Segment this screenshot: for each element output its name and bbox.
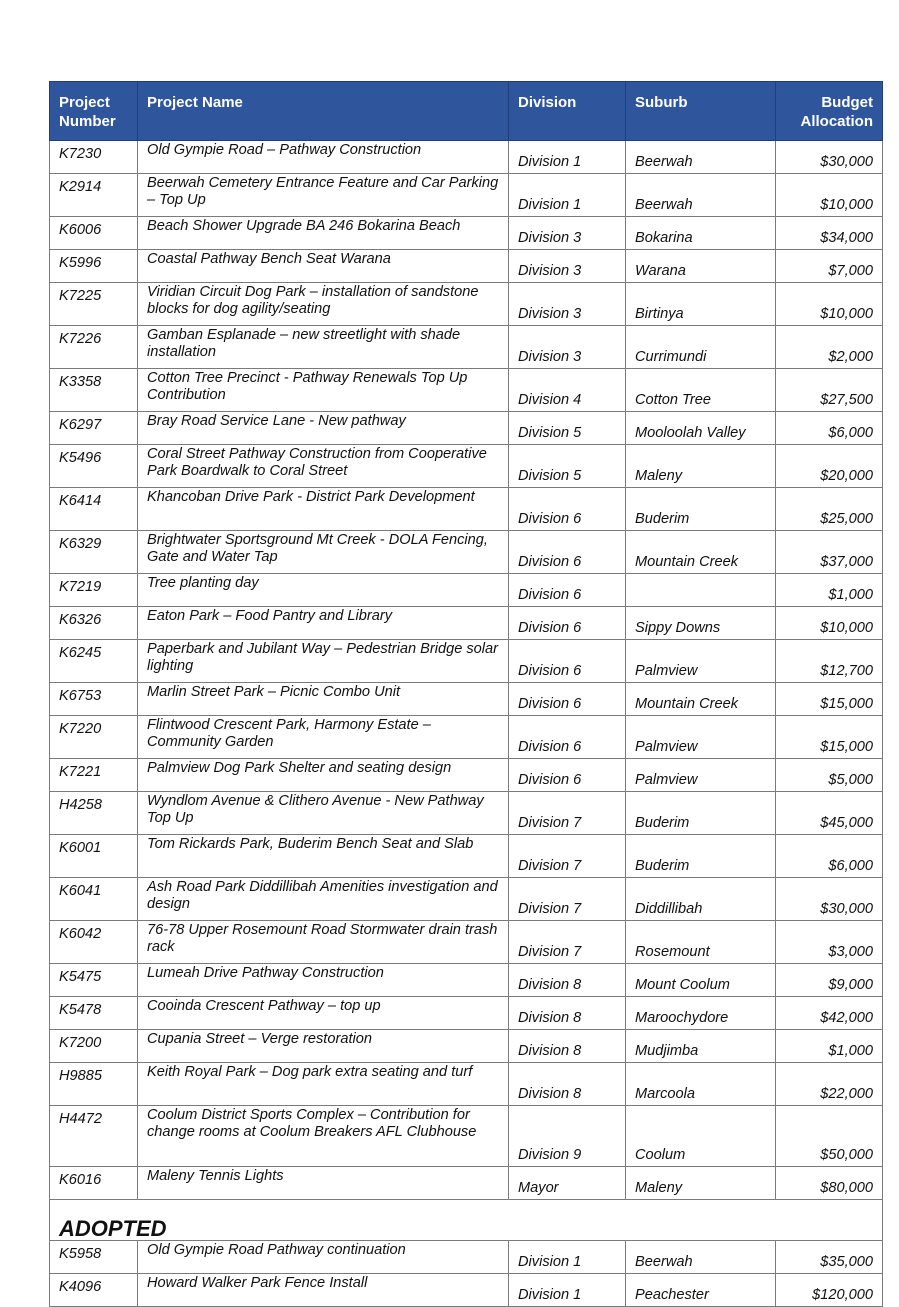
budget-cell: $30,000 xyxy=(776,878,883,921)
suburb-cell: Sippy Downs xyxy=(626,607,776,640)
table-row xyxy=(50,1274,883,1307)
budget-cell: $120,000 xyxy=(776,1274,883,1307)
budget-cell: $3,000 xyxy=(776,921,883,964)
division-cell: Division 4 xyxy=(509,369,626,412)
budget-cell: $30,000 xyxy=(776,141,883,174)
table-row xyxy=(50,531,883,574)
header-budget-allocation xyxy=(776,82,883,141)
table-row xyxy=(50,250,883,283)
budget-cell: $25,000 xyxy=(776,488,883,531)
project-name-cell: Beerwah Cemetery Entrance Feature and Car Parking – Top Up xyxy=(138,174,509,217)
budget-cell: $20,000 xyxy=(776,445,883,488)
budget-cell: $35,000 xyxy=(776,1241,883,1274)
table-row xyxy=(50,997,883,1030)
project-number-cell: H4258 xyxy=(50,792,138,835)
project-name-cell: Palmview Dog Park Shelter and seating design xyxy=(138,759,509,792)
table-row xyxy=(50,174,883,217)
table-row xyxy=(50,369,883,412)
division-cell: Division 6 xyxy=(509,716,626,759)
project-number-cell: K7200 xyxy=(50,1030,138,1063)
project-name-cell: Cotton Tree Precinct - Pathway Renewals Top Up Contribution xyxy=(138,369,509,412)
table-row xyxy=(50,716,883,759)
project-name-cell: Wyndlom Avenue & Clithero Avenue - New Pathway Top Up xyxy=(138,792,509,835)
project-name-cell: Tree planting day xyxy=(138,574,509,607)
table-row xyxy=(50,835,883,878)
suburb-cell: Palmview xyxy=(626,640,776,683)
suburb-cell: Buderim xyxy=(626,835,776,878)
project-name-cell: Tom Rickards Park, Buderim Bench Seat and Slab xyxy=(138,835,509,878)
table-row xyxy=(50,217,883,250)
division-cell: Division 3 xyxy=(509,217,626,250)
suburb-cell: Currimundi xyxy=(626,326,776,369)
division-cell: Division 1 xyxy=(509,174,626,217)
budget-cell: $5,000 xyxy=(776,759,883,792)
table-row xyxy=(50,759,883,792)
project-name-cell: Bray Road Service Lane - New pathway xyxy=(138,412,509,445)
table-row xyxy=(50,964,883,997)
budget-cell: $50,000 xyxy=(776,1106,883,1167)
budget-cell: $15,000 xyxy=(776,683,883,716)
table-row xyxy=(50,1063,883,1106)
header-project-number-line2: Number xyxy=(59,113,116,130)
header-row xyxy=(50,82,883,141)
header-division: Division xyxy=(509,82,626,141)
budget-cell: $1,000 xyxy=(776,574,883,607)
suburb-cell: Mountain Creek xyxy=(626,531,776,574)
table-row xyxy=(50,283,883,326)
table-row xyxy=(50,683,883,716)
header-budget-line2: Allocation xyxy=(800,113,873,130)
budget-cell: $12,700 xyxy=(776,640,883,683)
division-cell: Division 7 xyxy=(509,921,626,964)
project-number-cell: K7219 xyxy=(50,574,138,607)
project-name-cell: Maleny Tennis Lights xyxy=(138,1167,509,1200)
table-row xyxy=(50,921,883,964)
suburb-cell xyxy=(626,574,776,607)
project-name-cell: Ash Road Park Diddillibah Amenities investigation and design xyxy=(138,878,509,921)
table-row xyxy=(50,445,883,488)
project-name-cell: Lumeah Drive Pathway Construction xyxy=(138,964,509,997)
table-row xyxy=(50,1030,883,1063)
table-row xyxy=(50,574,883,607)
project-name-cell: Brightwater Sportsground Mt Creek - DOLA Fencing, Gate and Water Tap xyxy=(138,531,509,574)
budget-cell: $34,000 xyxy=(776,217,883,250)
table-row xyxy=(50,1241,883,1274)
suburb-cell: Palmview xyxy=(626,759,776,792)
suburb-cell: Mount Coolum xyxy=(626,964,776,997)
suburb-cell: Birtinya xyxy=(626,283,776,326)
table-row xyxy=(50,640,883,683)
division-cell: Division 7 xyxy=(509,878,626,921)
division-cell: Division 8 xyxy=(509,964,626,997)
suburb-cell: Rosemount xyxy=(626,921,776,964)
budget-cell: $27,500 xyxy=(776,369,883,412)
budget-cell: $37,000 xyxy=(776,531,883,574)
suburb-cell: Beerwah xyxy=(626,174,776,217)
division-cell: Division 3 xyxy=(509,250,626,283)
table-row xyxy=(50,1106,883,1167)
table-row xyxy=(50,412,883,445)
budget-cell: $42,000 xyxy=(776,997,883,1030)
division-cell: Division 6 xyxy=(509,640,626,683)
suburb-cell: Buderim xyxy=(626,792,776,835)
project-name-cell: Old Gympie Road Pathway continuation xyxy=(138,1241,509,1274)
budget-cell: $15,000 xyxy=(776,716,883,759)
suburb-cell: Maroochydore xyxy=(626,997,776,1030)
budget-cell: $1,000 xyxy=(776,1030,883,1063)
table-row xyxy=(50,878,883,921)
table-row xyxy=(50,607,883,640)
project-name-cell: Cooinda Crescent Pathway – top up xyxy=(138,997,509,1030)
project-number-cell: H4472 xyxy=(50,1106,138,1167)
budget-cell: $10,000 xyxy=(776,174,883,217)
project-number-cell: K5496 xyxy=(50,445,138,488)
project-name-cell: Cupania Street – Verge restoration xyxy=(138,1030,509,1063)
suburb-cell: Mudjimba xyxy=(626,1030,776,1063)
suburb-cell: Cotton Tree xyxy=(626,369,776,412)
division-cell: Division 3 xyxy=(509,283,626,326)
project-number-cell: K3358 xyxy=(50,369,138,412)
budget-cell: $7,000 xyxy=(776,250,883,283)
header-budget-line1: Budget xyxy=(821,94,873,111)
division-cell: Division 8 xyxy=(509,997,626,1030)
suburb-cell: Warana xyxy=(626,250,776,283)
division-cell: Division 6 xyxy=(509,683,626,716)
project-number-cell: K6006 xyxy=(50,217,138,250)
project-number-cell: K5478 xyxy=(50,997,138,1030)
project-number-cell: K5996 xyxy=(50,250,138,283)
suburb-cell: Maleny xyxy=(626,1167,776,1200)
project-name-cell: 76-78 Upper Rosemount Road Stormwater drain trash rack xyxy=(138,921,509,964)
budget-cell: $22,000 xyxy=(776,1063,883,1106)
project-number-cell: K5475 xyxy=(50,964,138,997)
header-project-name: Project Name xyxy=(138,82,509,141)
division-cell: Division 6 xyxy=(509,531,626,574)
header-project-number xyxy=(50,82,138,141)
project-name-cell: Keith Royal Park – Dog park extra seating and turf xyxy=(138,1063,509,1106)
project-name-cell: Beach Shower Upgrade BA 246 Bokarina Beach xyxy=(138,217,509,250)
project-number-cell: K6753 xyxy=(50,683,138,716)
table-row xyxy=(50,326,883,369)
project-number-cell: K6245 xyxy=(50,640,138,683)
project-number-cell: K6042 xyxy=(50,921,138,964)
project-number-cell: K4096 xyxy=(50,1274,138,1307)
budget-cell: $6,000 xyxy=(776,412,883,445)
suburb-cell: Mountain Creek xyxy=(626,683,776,716)
project-name-cell: Eaton Park – Food Pantry and Library xyxy=(138,607,509,640)
project-name-cell: Marlin Street Park – Picnic Combo Unit xyxy=(138,683,509,716)
budget-cell: $10,000 xyxy=(776,607,883,640)
division-cell: Division 1 xyxy=(509,1241,626,1274)
project-name-cell: Khancoban Drive Park - District Park Development xyxy=(138,488,509,531)
project-name-cell: Paperbark and Jubilant Way – Pedestrian Bridge solar lighting xyxy=(138,640,509,683)
table-row xyxy=(50,792,883,835)
table-row xyxy=(50,141,883,174)
table-header xyxy=(50,82,883,141)
project-name-cell: Gamban Esplanade – new streetlight with shade installation xyxy=(138,326,509,369)
header-suburb: Suburb xyxy=(626,82,776,141)
table-row xyxy=(50,488,883,531)
budget-cell: $9,000 xyxy=(776,964,883,997)
table-body xyxy=(50,141,883,1307)
division-cell: Division 7 xyxy=(509,835,626,878)
budget-cell: $6,000 xyxy=(776,835,883,878)
division-cell: Division 6 xyxy=(509,759,626,792)
division-cell: Division 6 xyxy=(509,488,626,531)
division-cell: Division 5 xyxy=(509,445,626,488)
project-name-cell: Coastal Pathway Bench Seat Warana xyxy=(138,250,509,283)
suburb-cell: Maleny xyxy=(626,445,776,488)
division-cell: Division 9 xyxy=(509,1106,626,1167)
project-number-cell: H9885 xyxy=(50,1063,138,1106)
suburb-cell: Marcoola xyxy=(626,1063,776,1106)
adopted-heading: ADOPTED xyxy=(50,1200,883,1241)
project-number-cell: K7221 xyxy=(50,759,138,792)
project-name-cell: Flintwood Crescent Park, Harmony Estate – Community Garden xyxy=(138,716,509,759)
project-number-cell: K5958 xyxy=(50,1241,138,1274)
project-number-cell: K7226 xyxy=(50,326,138,369)
project-number-cell: K2914 xyxy=(50,174,138,217)
division-cell: Division 5 xyxy=(509,412,626,445)
project-name-cell: Coral Street Pathway Construction from Cooperative Park Boardwalk to Coral Street xyxy=(138,445,509,488)
project-number-cell: K6297 xyxy=(50,412,138,445)
project-name-cell: Old Gympie Road – Pathway Construction xyxy=(138,141,509,174)
division-cell: Division 8 xyxy=(509,1063,626,1106)
suburb-cell: Palmview xyxy=(626,716,776,759)
project-table xyxy=(49,81,883,1307)
budget-cell: $80,000 xyxy=(776,1167,883,1200)
division-cell: Division 3 xyxy=(509,326,626,369)
suburb-cell: Peachester xyxy=(626,1274,776,1307)
budget-cell: $10,000 xyxy=(776,283,883,326)
suburb-cell: Beerwah xyxy=(626,141,776,174)
suburb-cell: Diddillibah xyxy=(626,878,776,921)
suburb-cell: Coolum xyxy=(626,1106,776,1167)
suburb-cell: Beerwah xyxy=(626,1241,776,1274)
division-cell: Division 8 xyxy=(509,1030,626,1063)
division-cell: Division 7 xyxy=(509,792,626,835)
project-number-cell: K6329 xyxy=(50,531,138,574)
suburb-cell: Buderim xyxy=(626,488,776,531)
project-number-cell: K6041 xyxy=(50,878,138,921)
project-number-cell: K7230 xyxy=(50,141,138,174)
division-cell: Division 1 xyxy=(509,1274,626,1307)
division-cell: Mayor xyxy=(509,1167,626,1200)
project-number-cell: K7225 xyxy=(50,283,138,326)
project-name-cell: Viridian Circuit Dog Park – installation of sandstone blocks for dog agility/seating xyxy=(138,283,509,326)
project-number-cell: K6016 xyxy=(50,1167,138,1200)
project-number-cell: K6414 xyxy=(50,488,138,531)
suburb-cell: Bokarina xyxy=(626,217,776,250)
header-project-number-line1: Project xyxy=(59,94,110,111)
division-cell: Division 1 xyxy=(509,141,626,174)
project-table-container xyxy=(49,81,882,1307)
suburb-cell: Mooloolah Valley xyxy=(626,412,776,445)
project-number-cell: K6326 xyxy=(50,607,138,640)
project-number-cell: K7220 xyxy=(50,716,138,759)
division-cell: Division 6 xyxy=(509,607,626,640)
division-cell: Division 6 xyxy=(509,574,626,607)
project-name-cell: Coolum District Sports Complex – Contribution for change rooms at Coolum Breakers AFL Clubhouse xyxy=(138,1106,509,1167)
table-row xyxy=(50,1167,883,1200)
budget-cell: $2,000 xyxy=(776,326,883,369)
project-name-cell: Howard Walker Park Fence Install xyxy=(138,1274,509,1307)
budget-cell: $45,000 xyxy=(776,792,883,835)
adopted-section-row xyxy=(50,1200,883,1241)
project-number-cell: K6001 xyxy=(50,835,138,878)
